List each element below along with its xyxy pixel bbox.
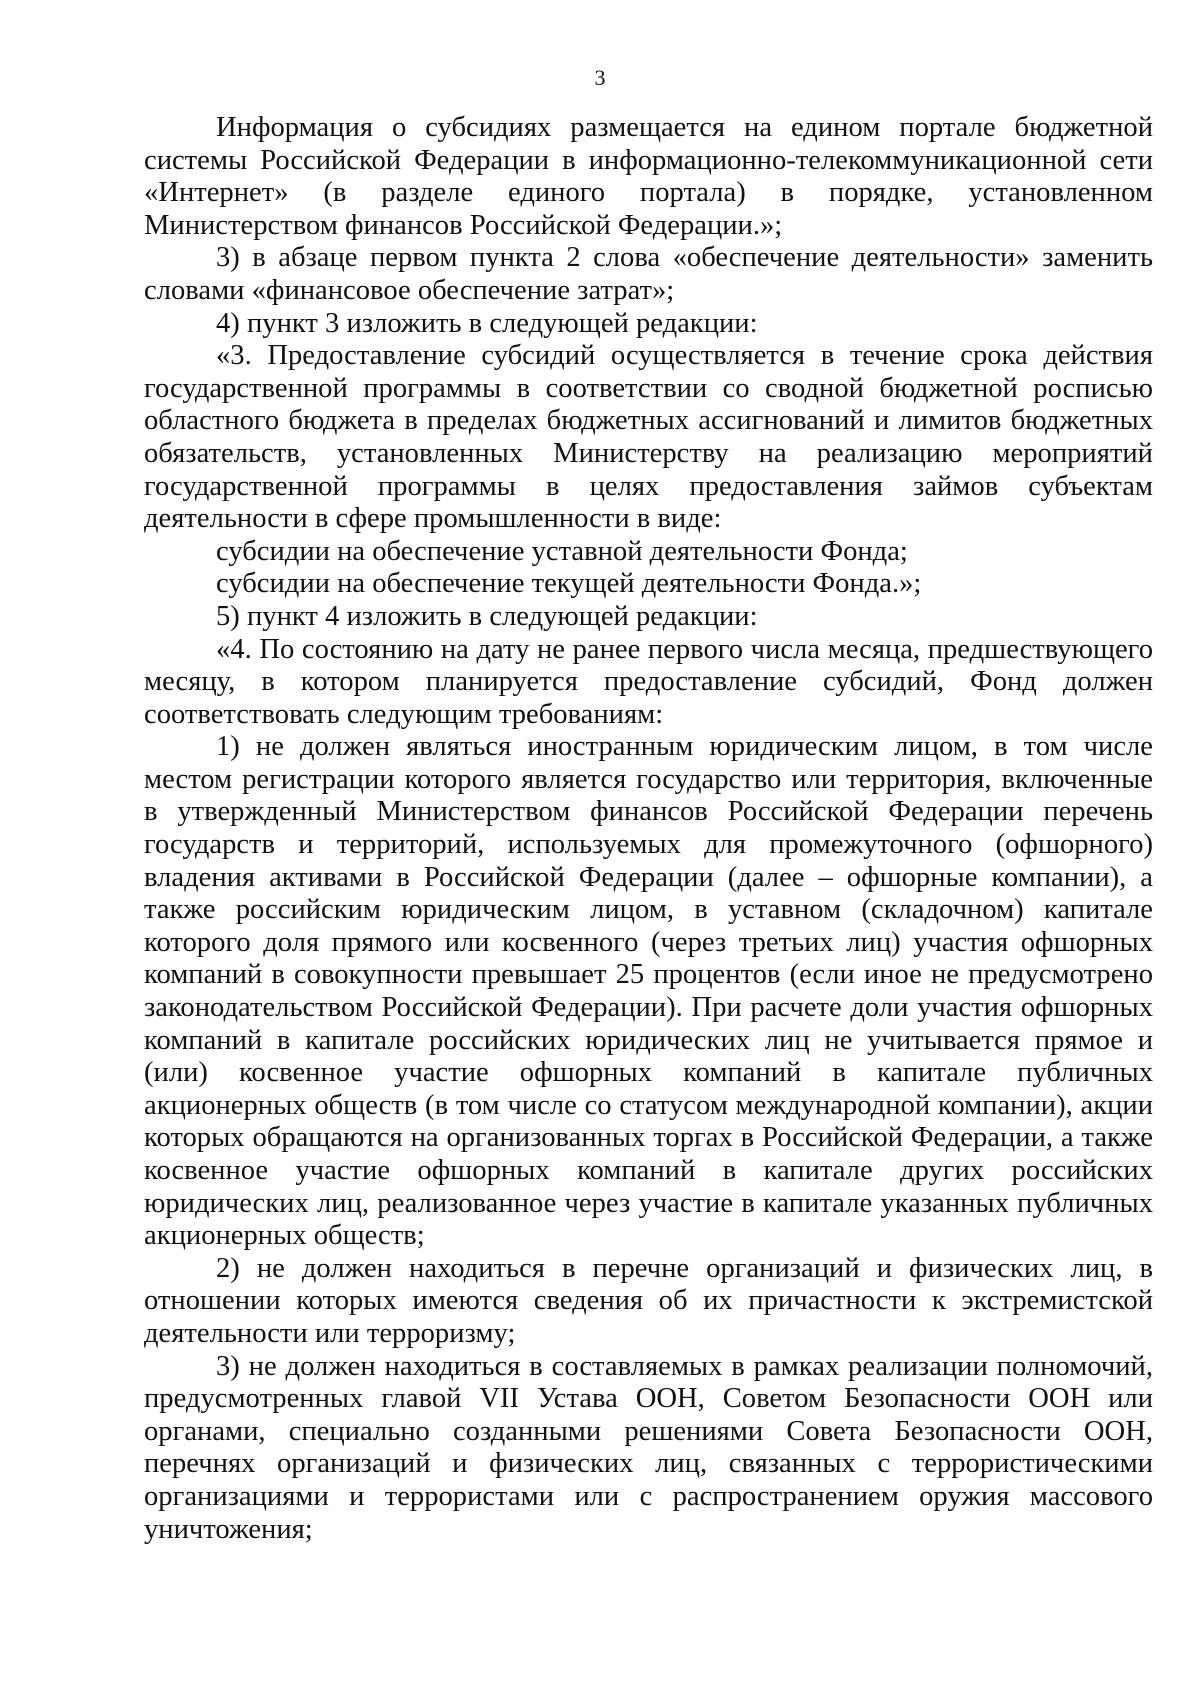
paragraph-item-3: 3) в абзаце первом пункта 2 слова «обеспечение деятельности» заменить словами «финансовое обеспечение затрат»; (144, 242, 1153, 306)
paragraph-requirement-2: 2) не должен находиться в перечне организаций и физических лиц, в отношении которых имеются сведения об их причастности к экстремистской деятельности или терроризму; (144, 1252, 1153, 1349)
document-body (144, 112, 1153, 1546)
paragraph-requirement-1: 1) не должен являться иностранным юридическим лицом, в том числе местом регистрации которого является государство или территория, включенные в утвержденный Министерством финансов Российской Федерации перечень государств и территорий, используемых для промежуточного (офшорного) владения активами в Российской Федерации (далее – офшорные компании), а также российским юридическим лицом, в уставном (складочном) капитале которого доля прямого или косвенного (через третьих лиц) участия офшорных компаний в совокупности превышает 25 процентов (если иное не предусмотрено законодательством Российской Федерации). При расчете доли участия офшорных компаний в капитале российских юридических лиц не учитывается прямое и (или) косвенное участие офшорных компаний в капитале публичных акционерных обществ (в том числе со статусом международной компании), акции которых обращаются на организованных торгах в Российской Федерации, а также косвенное участие офшорных компаний в капитале других российских юридических лиц, реализованное через участие в капитале указанных публичных акционерных обществ; (144, 731, 1153, 1252)
paragraph-subsidy-current: субсидии на обеспечение текущей деятельности Фонда.»; (216, 568, 922, 600)
paragraph-subsidy-charter: субсидии на обеспечение уставной деятельности Фонда; (216, 535, 908, 567)
page-number: 3 (594, 65, 606, 90)
paragraph-item-4: 4) пункт 3 изложить в следующей редакции: (216, 307, 758, 339)
paragraph-item-5: 5) пункт 4 изложить в следующей редакции: (216, 600, 758, 632)
paragraph-point-4: «4. По состоянию на дату не ранее первого числа месяца, предшествующего месяцу, в котором планируется предоставление субсидий, Фонд должен соответствовать следующим требованиям: (144, 633, 1153, 730)
paragraph-requirement-3: 3) не должен находиться в составляемых в рамках реализации полномочий, предусмотренных главой VII Устава ООН, Советом Безопасности ООН или органами, специально созданными решениями Совета Безопасности ООН, перечнях организаций и физических лиц, связанных с террористическими организациями и террористами или с распространением оружия массового уничтожения; (144, 1350, 1153, 1545)
paragraph-subsidy-info: Информация о субсидиях размещается на едином портале бюджетной системы Российской Федерации в информационно-телекоммуникационной сети «Интернет» (в разделе единого портала) в порядке, установленном Министерством финансов Российской Федерации.»; (144, 112, 1153, 241)
paragraph-point-3: «3. Предоставление субсидий осуществляется в течение срока действия государственной программы в соответствии со сводной бюджетной росписью областного бюджета в пределах бюджетных ассигнований и лимитов бюджетных обязательств, установленных Министерству на реализацию мероприятий государственной программы в целях предоставления займов субъектам деятельности в сфере промышленности в виде: (144, 340, 1153, 535)
